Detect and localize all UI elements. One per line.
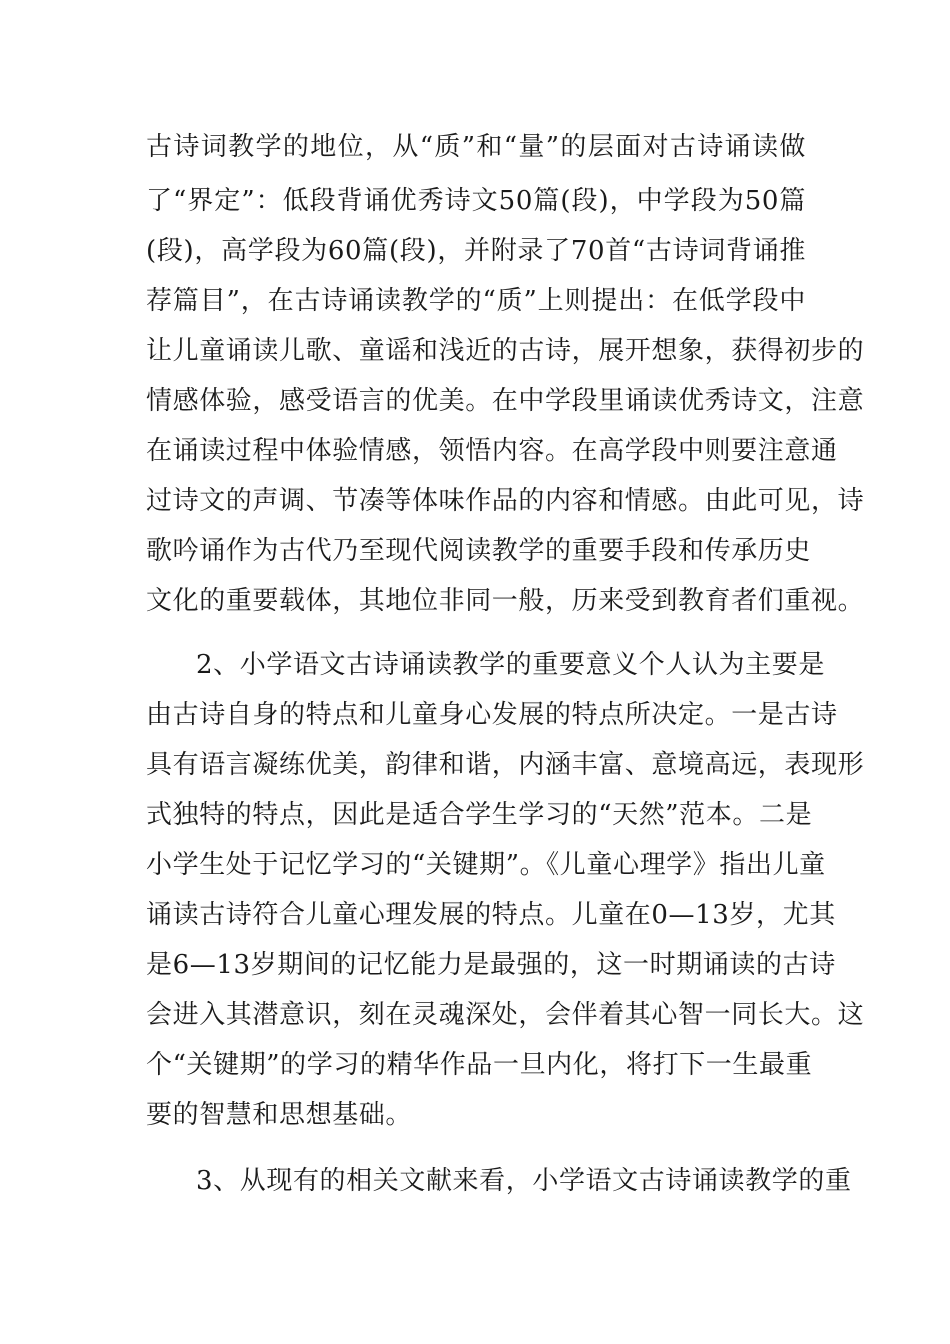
text-line: 小学生处于记忆学习的“关键期”。《儿童心理学》指出儿童 <box>146 850 826 880</box>
text-line: 歌吟诵作为古代乃至现代阅读教学的重要手段和传承历史 <box>146 536 812 566</box>
text-line: 情感体验，感受语言的优美。在中学段里诵读优秀诗文，注意 <box>146 386 865 416</box>
text-line: 3、从现有的相关文献来看，小学语文古诗诵读教学的重 <box>196 1166 852 1196</box>
text-line: 具有语言凝练优美，韵律和谐，内涵丰富、意境高远，表现形 <box>146 750 865 780</box>
text-line: 要的智慧和思想基础。 <box>146 1100 413 1130</box>
text-line: 式独特的特点，因此是适合学生学习的“天然”范本。二是 <box>146 800 813 830</box>
text-line: 会进入其潜意识，刻在灵魂深处，会伴着其心智一同长大。这 <box>146 1000 865 1030</box>
text-line: (段)，高学段为60篇(段)，并附录了70首“古诗词背诵推 <box>146 236 806 266</box>
text-line: 古诗词教学的地位，从“质”和“量”的层面对古诗诵读做 <box>146 132 806 162</box>
text-line: 在诵读过程中体验情感，领悟内容。在高学段中则要注意通 <box>146 436 838 466</box>
text-line: 个“关键期”的学习的精华作品一旦内化，将打下一生最重 <box>146 1050 813 1080</box>
text-line: 让儿童诵读儿歌、童谣和浅近的古诗，展开想象，获得初步的 <box>146 336 865 366</box>
text-line: 2、小学语文古诗诵读教学的重要意义个人认为主要是 <box>196 650 825 680</box>
text-line: 了“界定”：低段背诵优秀诗文50篇(段)，中学段为50篇 <box>146 186 806 216</box>
text-line: 荐篇目”，在古诗诵读教学的“质”上则提出：在低学段中 <box>146 286 806 316</box>
text-line: 是6—13岁期间的记忆能力是最强的，这一时期诵读的古诗 <box>146 950 836 980</box>
text-line: 由古诗自身的特点和儿童身心发展的特点所决定。一是古诗 <box>146 700 838 730</box>
text-line: 文化的重要载体，其地位非同一般，历来受到教育者们重视。 <box>146 586 865 616</box>
text-line: 诵读古诗符合儿童心理发展的特点。儿童在0—13岁，尤其 <box>146 900 836 930</box>
text-line: 过诗文的声调、节凑等体味作品的内容和情感。由此可见，诗 <box>146 486 865 516</box>
